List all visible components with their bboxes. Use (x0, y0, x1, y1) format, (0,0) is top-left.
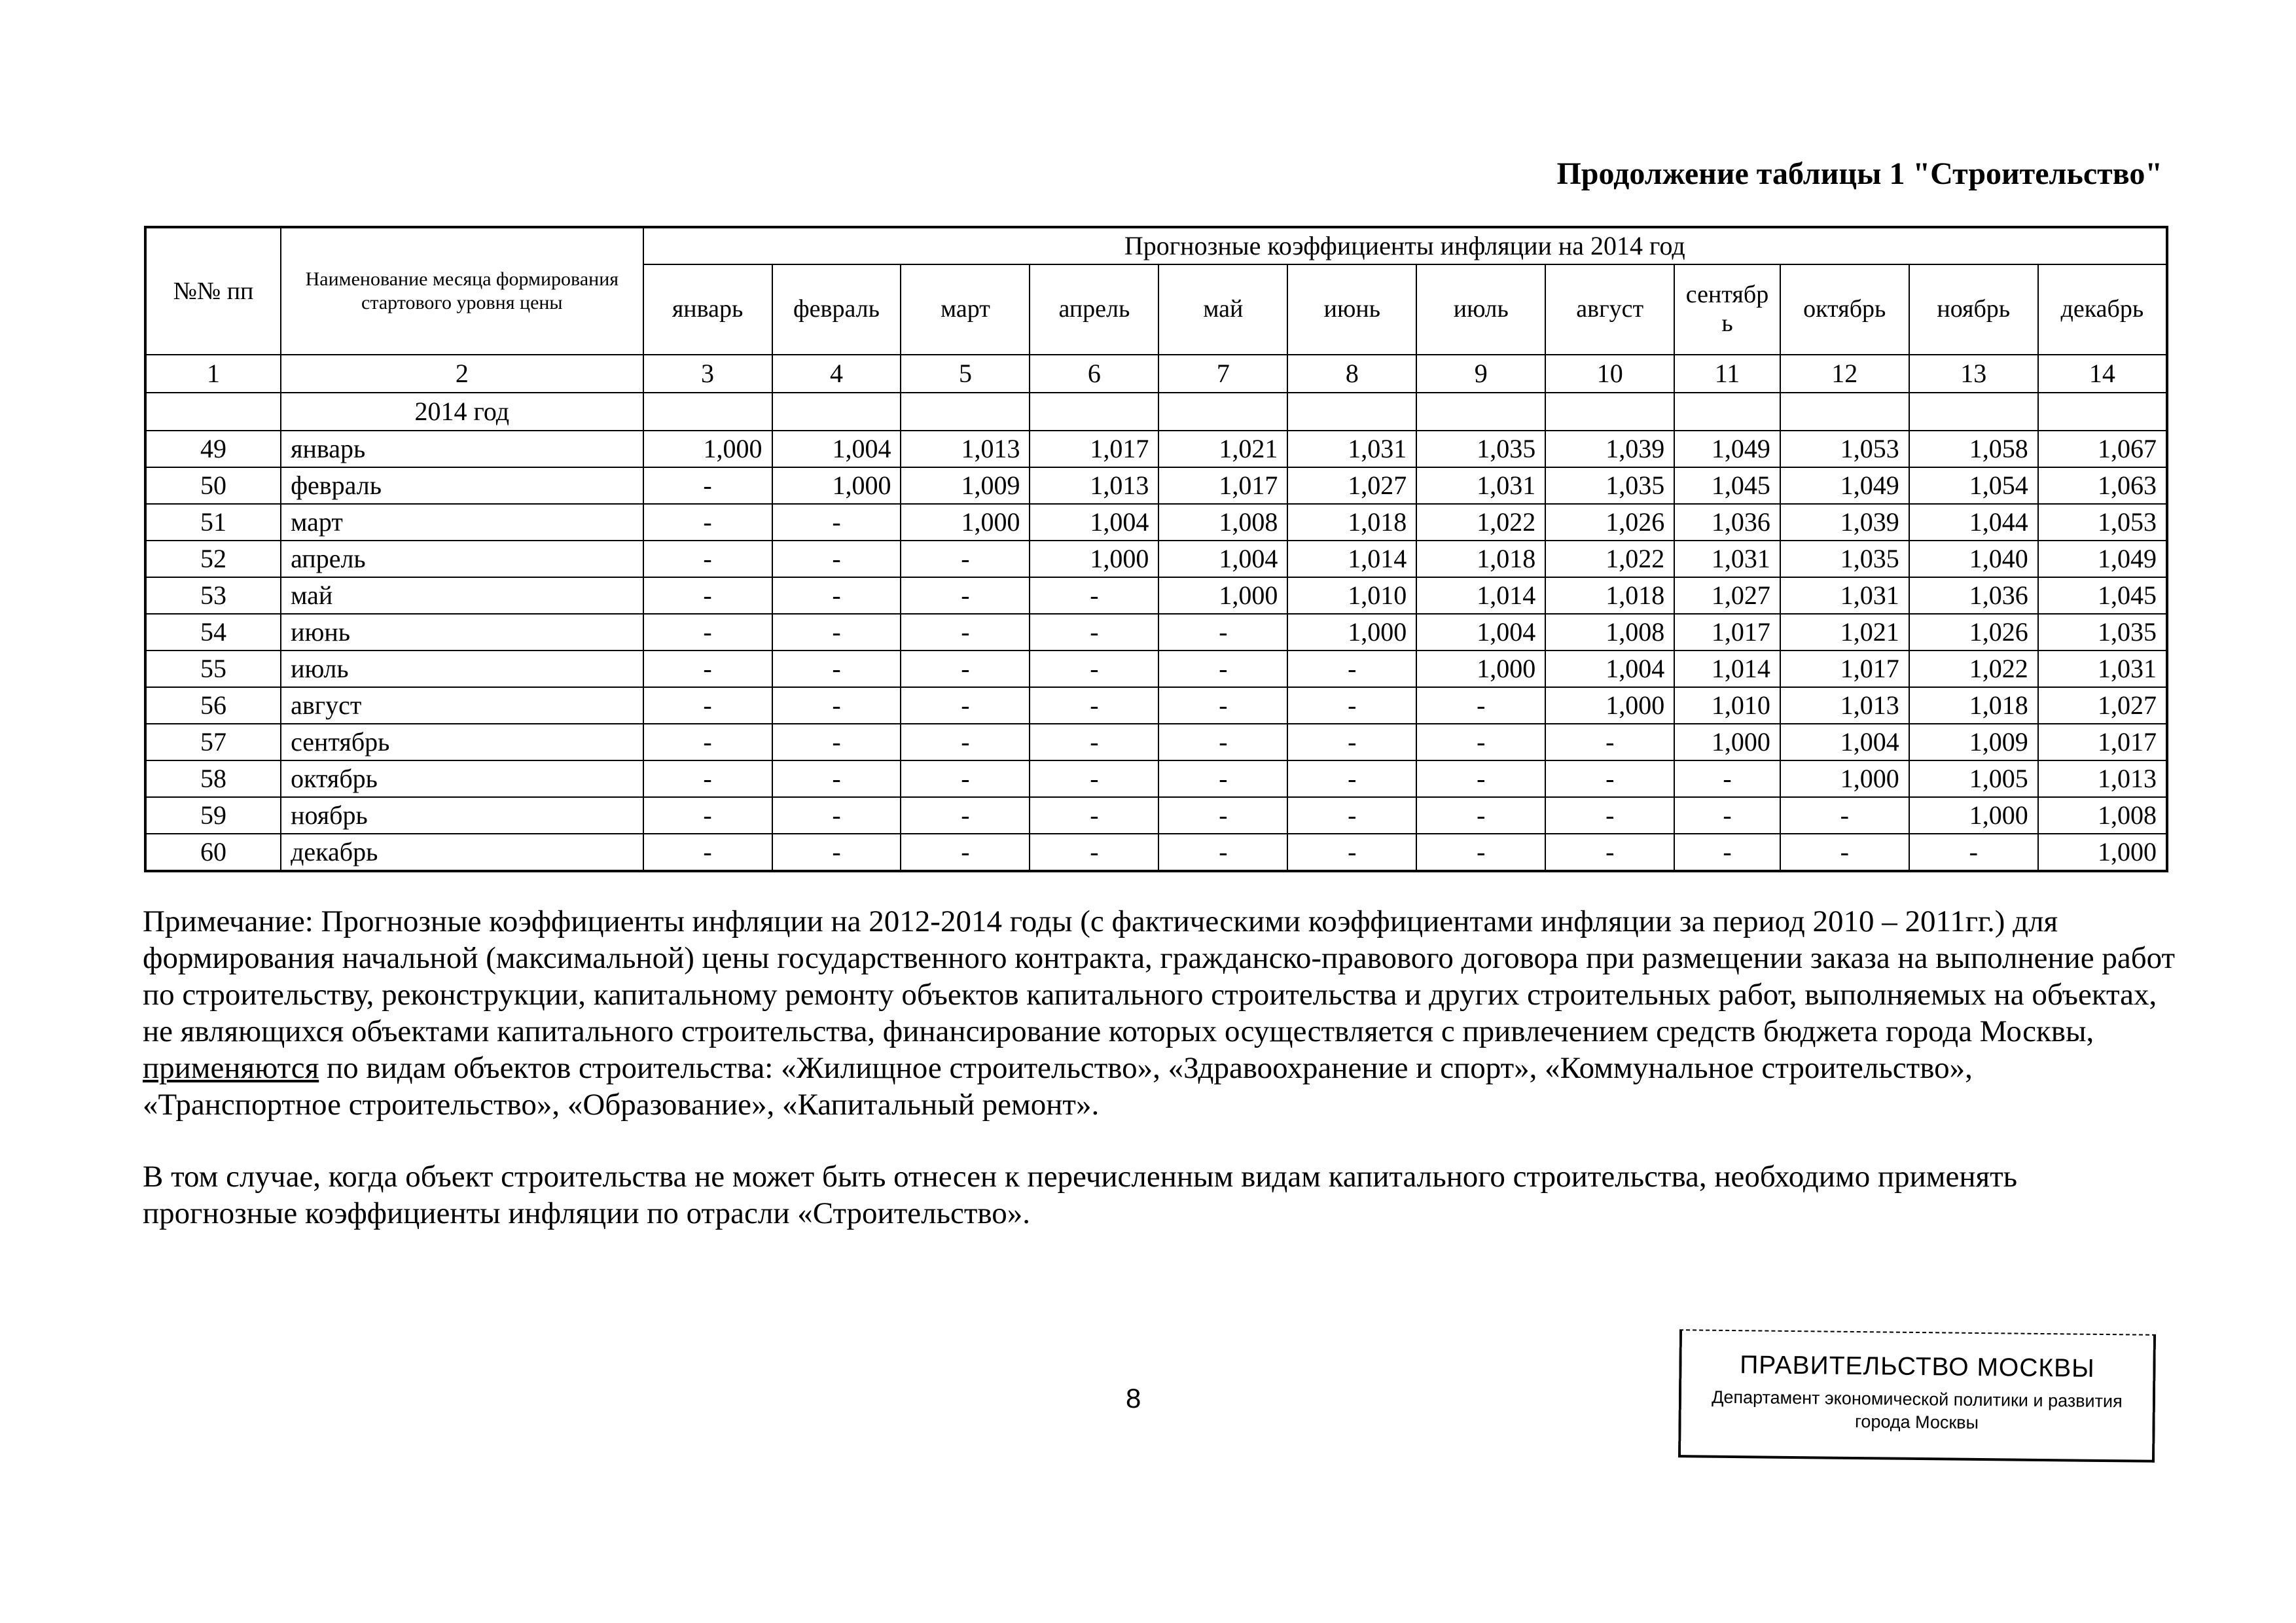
coefficient-cell: 1,014 (1674, 651, 1780, 687)
coefficient-cell: - (643, 504, 772, 541)
table-row (145, 431, 2167, 467)
row-number: 56 (145, 687, 281, 724)
coefficient-cell: - (643, 577, 772, 614)
coefficient-cell: - (643, 834, 772, 871)
coefficient-cell: 1,017 (1158, 467, 1287, 504)
coefficient-cell: 1,018 (1909, 687, 2038, 724)
row-month-name: март (281, 504, 643, 541)
coefficient-cell: - (901, 687, 1030, 724)
coefficient-cell: - (772, 834, 901, 871)
coefficient-cell: 1,031 (1416, 467, 1545, 504)
coefficient-cell: 1,045 (2038, 577, 2167, 614)
row-month-name: октябрь (281, 760, 643, 797)
coefficient-cell: 1,017 (1674, 614, 1780, 651)
coefficient-cell: - (1416, 760, 1545, 797)
row-number: 59 (145, 797, 281, 834)
coefficient-cell: - (772, 541, 901, 577)
row-number: 60 (145, 834, 281, 871)
stamp-line-1: ПРАВИТЕЛЬСТВО МОСКВЫ (1740, 1351, 2095, 1383)
page-number: 8 (1126, 1383, 1141, 1414)
column-index-cell: 12 (1780, 355, 1909, 393)
table-row (145, 834, 2167, 871)
coefficient-cell: - (643, 797, 772, 834)
coefficient-cell: 1,021 (1780, 614, 1909, 651)
coefficient-cell: 1,035 (1780, 541, 1909, 577)
coefficient-cell: - (901, 760, 1030, 797)
coefficient-cell: 1,000 (1909, 797, 2038, 834)
year-label: 2014 год (281, 393, 643, 431)
month-header: июль (1416, 264, 1545, 355)
coefficient-cell: 1,022 (1545, 541, 1674, 577)
coefficient-cell: - (643, 614, 772, 651)
table-row (145, 724, 2167, 760)
column-index-cell: 13 (1909, 355, 2038, 393)
coefficient-cell: 1,067 (2038, 431, 2167, 467)
row-month-name: май (281, 577, 643, 614)
coefficient-cell: 1,054 (1909, 467, 2038, 504)
coefficient-cell: - (643, 467, 772, 504)
coefficient-cell: 1,031 (1287, 431, 1416, 467)
coefficient-cell: 1,000 (1674, 724, 1780, 760)
row-month-name: август (281, 687, 643, 724)
row-number: 54 (145, 614, 281, 651)
coefficient-cell: 1,049 (1780, 467, 1909, 504)
coefficient-cell: 1,035 (1416, 431, 1545, 467)
coefficient-cell: 1,021 (1158, 431, 1287, 467)
coefficient-cell: 1,000 (2038, 834, 2167, 871)
column-index-cell: 5 (901, 355, 1030, 393)
coefficient-cell: - (1158, 614, 1287, 651)
forecast-group-header: Прогнозные коэффициенты инфляции на 2014 год (643, 227, 2167, 264)
table-row (145, 541, 2167, 577)
coefficient-cell: - (772, 614, 901, 651)
coefficient-cell: 1,063 (2038, 467, 2167, 504)
coefficient-cell: - (1909, 834, 2038, 871)
column-index-cell: 11 (1674, 355, 1780, 393)
coefficient-cell: - (901, 834, 1030, 871)
row-number: 50 (145, 467, 281, 504)
stamp-line-3: города Москвы (1854, 1412, 1979, 1433)
table-row (145, 577, 2167, 614)
coefficient-cell: - (1287, 724, 1416, 760)
coefficient-cell: 1,049 (1674, 431, 1780, 467)
col-month-name-header: Наименование месяца формирования стартового уровня цены (281, 227, 643, 355)
coefficient-cell: 1,036 (1909, 577, 2038, 614)
column-index-cell: 8 (1287, 355, 1416, 393)
inflation-coefficients-table (144, 226, 2168, 872)
coefficient-cell: - (1158, 687, 1287, 724)
coefficient-cell: 1,044 (1909, 504, 2038, 541)
coefficient-cell: 1,010 (1674, 687, 1780, 724)
coefficient-cell: 1,000 (643, 431, 772, 467)
coefficient-cell: - (772, 504, 901, 541)
month-header: февраль (772, 264, 901, 355)
month-header: март (901, 264, 1030, 355)
table-continuation-heading: Продолжение таблицы 1 "Строительство" (1556, 156, 2162, 191)
coefficient-cell: 1,018 (1545, 577, 1674, 614)
column-index-cell: 9 (1416, 355, 1545, 393)
table-row (145, 467, 2167, 504)
coefficient-cell: - (643, 541, 772, 577)
note-underlined-word: применяются (143, 1051, 319, 1085)
coefficient-cell: 1,045 (1674, 467, 1780, 504)
column-index-cell: 2 (281, 355, 643, 393)
year-row (145, 393, 2167, 431)
row-number: 53 (145, 577, 281, 614)
coefficient-cell: 1,004 (1158, 541, 1287, 577)
column-index-cell: 1 (145, 355, 281, 393)
coefficient-cell: 1,004 (772, 431, 901, 467)
column-index-cell: 6 (1030, 355, 1158, 393)
coefficient-cell: 1,013 (1030, 467, 1158, 504)
year-row-empty-cell (145, 393, 281, 431)
coefficient-cell: - (643, 724, 772, 760)
coefficient-cell: - (1287, 797, 1416, 834)
coefficient-cell: 1,027 (1674, 577, 1780, 614)
coefficient-cell: 1,014 (1416, 577, 1545, 614)
coefficient-cell: 1,036 (1674, 504, 1780, 541)
coefficient-cell: - (772, 797, 901, 834)
column-index-cell: 10 (1545, 355, 1674, 393)
coefficient-cell: 1,017 (1030, 431, 1158, 467)
coefficient-cell: 1,027 (2038, 687, 2167, 724)
coefficient-cell: - (1158, 651, 1287, 687)
coefficient-cell: - (772, 760, 901, 797)
coefficient-cell: 1,008 (2038, 797, 2167, 834)
coefficient-cell: - (1030, 760, 1158, 797)
coefficient-cell: 1,000 (772, 467, 901, 504)
coefficient-cell: 1,039 (1780, 504, 1909, 541)
coefficient-cell: - (1030, 577, 1158, 614)
coefficient-cell: 1,031 (2038, 651, 2167, 687)
row-month-name: февраль (281, 467, 643, 504)
row-month-name: ноябрь (281, 797, 643, 834)
coefficient-cell: - (1545, 724, 1674, 760)
coefficient-cell: 1,000 (1030, 541, 1158, 577)
coefficient-cell: 1,053 (1780, 431, 1909, 467)
coefficient-cell: - (1416, 797, 1545, 834)
coefficient-cell: - (1545, 834, 1674, 871)
coefficient-cell: - (772, 724, 901, 760)
coefficient-cell: 1,013 (1780, 687, 1909, 724)
coefficient-cell: 1,014 (1287, 541, 1416, 577)
month-header: январь (643, 264, 772, 355)
month-header: октябрь (1780, 264, 1909, 355)
row-number: 52 (145, 541, 281, 577)
coefficient-cell: 1,000 (1158, 577, 1287, 614)
coefficient-cell: - (1674, 797, 1780, 834)
table-row (145, 687, 2167, 724)
coefficient-cell: 1,010 (1287, 577, 1416, 614)
row-month-name: апрель (281, 541, 643, 577)
coefficient-cell: - (1416, 687, 1545, 724)
month-header: июнь (1287, 264, 1416, 355)
row-number: 49 (145, 431, 281, 467)
col-number-header: №№ пп (145, 227, 281, 355)
coefficient-cell: - (1780, 797, 1909, 834)
coefficient-cell: 1,013 (2038, 760, 2167, 797)
coefficient-cell: 1,000 (901, 504, 1030, 541)
coefficient-cell: - (1158, 797, 1287, 834)
coefficient-cell: - (1545, 797, 1674, 834)
month-header: декабрь (2038, 264, 2167, 355)
month-header: ноябрь (1909, 264, 2038, 355)
coefficient-cell: - (1030, 834, 1158, 871)
note-paragraph-2: В том случае, когда объект строительства не может быть отнесен к перечисленным видам капитального строительства, необходимо применять прогнозные коэффициенты инфляции по отрасли «Строительство». (143, 1160, 2018, 1230)
coefficient-cell: 1,013 (901, 431, 1030, 467)
coefficient-cell: - (901, 614, 1030, 651)
coefficient-cell: - (1030, 724, 1158, 760)
row-number: 58 (145, 760, 281, 797)
coefficient-cell: 1,022 (1909, 651, 2038, 687)
coefficient-cell: 1,035 (2038, 614, 2167, 651)
column-index-row (145, 355, 2167, 393)
coefficient-cell: 1,008 (1158, 504, 1287, 541)
month-header: апрель (1030, 264, 1158, 355)
column-index-cell: 14 (2038, 355, 2167, 393)
stamp-line-2: Департамент экономической политики и развития (1712, 1387, 2123, 1412)
coefficient-cell: 1,018 (1287, 504, 1416, 541)
coefficient-cell: - (1287, 760, 1416, 797)
coefficient-cell: - (901, 724, 1030, 760)
row-month-name: сентябрь (281, 724, 643, 760)
note-text-part2: по видам объектов строительства: «Жилищное строительство», «Здравоохранение и спорт», «Коммунальное строительство», «Транспортное строительство», «Образование», «Капитальный ремонт». (143, 1051, 1973, 1122)
row-number: 55 (145, 651, 281, 687)
coefficient-cell: - (1287, 834, 1416, 871)
coefficient-cell: 1,031 (1780, 577, 1909, 614)
table-row (145, 614, 2167, 651)
coefficient-cell: 1,040 (1909, 541, 2038, 577)
coefficient-cell: - (1416, 834, 1545, 871)
coefficient-cell: - (772, 577, 901, 614)
column-index-cell: 3 (643, 355, 772, 393)
coefficient-cell: - (1158, 724, 1287, 760)
row-number: 57 (145, 724, 281, 760)
coefficient-cell: - (643, 687, 772, 724)
coefficient-cell: - (1287, 651, 1416, 687)
coefficient-cell: - (1030, 651, 1158, 687)
table-row (145, 651, 2167, 687)
coefficient-cell: - (1030, 797, 1158, 834)
coefficient-cell: 1,004 (1780, 724, 1909, 760)
coefficient-cell: 1,053 (2038, 504, 2167, 541)
coefficient-cell: 1,017 (1780, 651, 1909, 687)
table-row (145, 760, 2167, 797)
month-header: май (1158, 264, 1287, 355)
month-header: август (1545, 264, 1674, 355)
row-month-name: декабрь (281, 834, 643, 871)
coefficient-cell: - (901, 651, 1030, 687)
coefficient-cell: - (643, 651, 772, 687)
coefficient-cell: - (901, 797, 1030, 834)
coefficient-cell: 1,049 (2038, 541, 2167, 577)
coefficient-cell: - (1674, 834, 1780, 871)
coefficient-cell: 1,000 (1545, 687, 1674, 724)
coefficient-cell: 1,022 (1416, 504, 1545, 541)
coefficient-cell: 1,005 (1909, 760, 2038, 797)
row-month-name: январь (281, 431, 643, 467)
row-month-name: июнь (281, 614, 643, 651)
coefficient-cell: - (1674, 760, 1780, 797)
coefficient-cell: 1,058 (1909, 431, 2038, 467)
coefficient-cell: 1,000 (1416, 651, 1545, 687)
note-paragraph (143, 903, 2178, 1123)
coefficient-cell: 1,031 (1674, 541, 1780, 577)
coefficient-cell: - (1030, 614, 1158, 651)
coefficient-cell: 1,000 (1287, 614, 1416, 651)
coefficient-cell: - (1158, 834, 1287, 871)
coefficient-cell: 1,004 (1416, 614, 1545, 651)
coefficient-cell: - (1780, 834, 1909, 871)
coefficient-cell: - (1287, 687, 1416, 724)
coefficient-cell: 1,026 (1909, 614, 2038, 651)
coefficient-cell: - (1030, 687, 1158, 724)
department-stamp (1678, 1329, 2156, 1463)
column-index-cell: 4 (772, 355, 901, 393)
note-text-part1: Примечание: Прогнозные коэффициенты инфляции на 2012-2014 годы (с фактическими коэффициентами инфляции за период 2010 – 2011гг.) для формирования начальной (максимальной) цены государственного контракта, гражданско-правового договора при размещении заказа на выполнение работ по строительству, реконструкции, капитальному ремонту объектов капитального строительства и других строительных работ, выполняемых на объектах, не являющихся объектами капитального строительства, финансирование которых осуществляется с привлечением средств бюджета города Москвы, (143, 904, 2176, 1048)
coefficient-cell: - (1416, 724, 1545, 760)
coefficient-cell: 1,009 (1909, 724, 2038, 760)
coefficient-cell: 1,008 (1545, 614, 1674, 651)
row-number: 51 (145, 504, 281, 541)
table-row (145, 504, 2167, 541)
coefficient-cell: 1,039 (1545, 431, 1674, 467)
coefficient-cell: 1,017 (2038, 724, 2167, 760)
month-header: сентябр ь (1674, 264, 1780, 355)
coefficient-cell: - (643, 760, 772, 797)
row-month-name: июль (281, 651, 643, 687)
coefficient-cell: - (901, 541, 1030, 577)
column-index-cell: 7 (1158, 355, 1287, 393)
table-row (145, 797, 2167, 834)
coefficient-cell: 1,004 (1545, 651, 1674, 687)
coefficient-cell: 1,026 (1545, 504, 1674, 541)
coefficient-cell: 1,009 (901, 467, 1030, 504)
coefficient-cell: - (1158, 760, 1287, 797)
coefficient-cell: - (772, 687, 901, 724)
coefficient-cell: - (901, 577, 1030, 614)
coefficient-cell: - (1545, 760, 1674, 797)
coefficient-cell: 1,018 (1416, 541, 1545, 577)
coefficient-cell: 1,035 (1545, 467, 1674, 504)
coefficient-cell: 1,027 (1287, 467, 1416, 504)
coefficient-cell: 1,000 (1780, 760, 1909, 797)
coefficient-cell: - (772, 651, 901, 687)
coefficient-cell: 1,004 (1030, 504, 1158, 541)
